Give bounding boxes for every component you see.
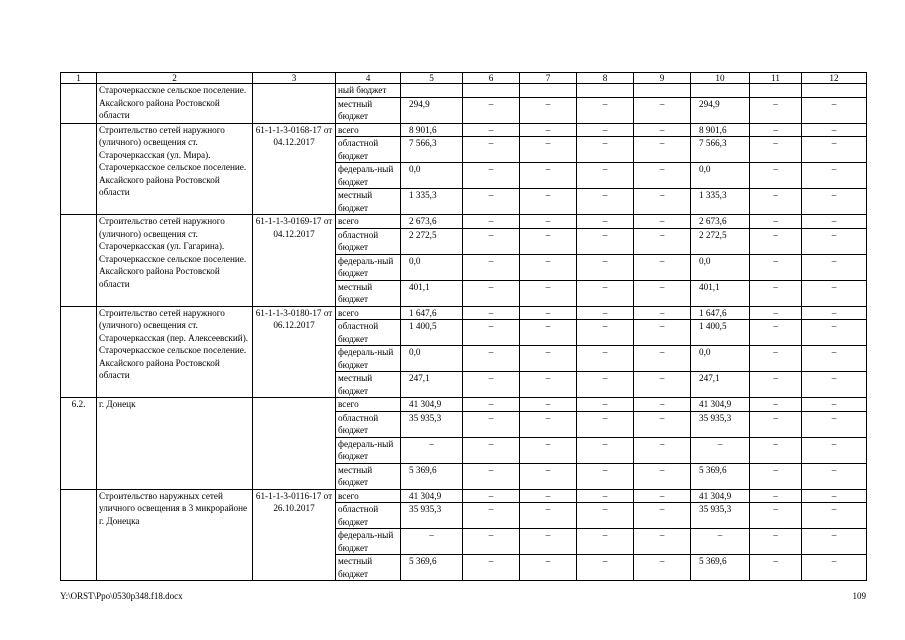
value-cell: – <box>634 254 691 280</box>
value-cell: – <box>577 437 634 463</box>
funding-source-cell: всего <box>336 215 401 229</box>
value-cell: 35 935,3 <box>691 503 750 529</box>
value-cell: – <box>634 411 691 437</box>
value-cell: – <box>634 489 691 503</box>
column-header: 9 <box>634 73 691 84</box>
column-header: 11 <box>750 73 802 84</box>
table-row <box>61 84 867 98</box>
value-cell: – <box>520 97 577 123</box>
value-cell: – <box>577 398 634 412</box>
value-cell: – <box>802 555 867 581</box>
value-cell: 8 901,6 <box>691 123 750 137</box>
footer-page-number: 109 <box>852 591 866 601</box>
value-cell: – <box>463 280 520 306</box>
value-cell: – <box>577 123 634 137</box>
value-cell: – <box>750 463 802 489</box>
value-cell: 0,0 <box>401 163 463 189</box>
value-cell: 5 369,6 <box>401 555 463 581</box>
value-cell: – <box>577 411 634 437</box>
table-row <box>61 398 867 412</box>
value-cell: – <box>802 97 867 123</box>
funding-source-cell: всего <box>336 398 401 412</box>
value-cell: 7 566,3 <box>401 137 463 163</box>
value-cell: 401,1 <box>691 280 750 306</box>
value-cell: – <box>577 555 634 581</box>
expertise-cell <box>253 398 336 490</box>
value-cell: 2 272,5 <box>401 228 463 254</box>
table-row <box>61 306 867 320</box>
value-cell: – <box>750 529 802 555</box>
object-name-cell: Строительство сетей наружного (уличного) освещения ст. Старочеркасская (ул. Гагарина). Старочеркасское сельское поселение. Аксайского района Ростовской области <box>97 215 253 307</box>
value-cell: – <box>520 411 577 437</box>
value-cell: – <box>750 97 802 123</box>
funding-source-cell: всего <box>336 306 401 320</box>
value-cell: – <box>634 306 691 320</box>
funding-source-cell: местный бюджет <box>336 97 401 123</box>
value-cell: 5 369,6 <box>691 555 750 581</box>
value-cell: – <box>750 372 802 398</box>
value-cell <box>401 84 463 98</box>
value-cell: – <box>634 529 691 555</box>
value-cell: – <box>463 463 520 489</box>
value-cell: – <box>520 137 577 163</box>
value-cell: – <box>802 489 867 503</box>
value-cell: – <box>802 372 867 398</box>
value-cell: – <box>802 529 867 555</box>
value-cell: – <box>520 215 577 229</box>
value-cell: 35 935,3 <box>691 411 750 437</box>
value-cell: 35 935,3 <box>401 503 463 529</box>
expertise-cell <box>253 84 336 124</box>
value-cell: – <box>520 163 577 189</box>
value-cell: – <box>802 437 867 463</box>
value-cell: – <box>634 437 691 463</box>
value-cell: – <box>520 320 577 346</box>
value-cell: – <box>520 306 577 320</box>
object-name-cell: Старочеркасское сельское поселение. Аксайского района Ростовской области <box>97 84 253 124</box>
value-cell: – <box>802 306 867 320</box>
value-cell: – <box>750 280 802 306</box>
value-cell: – <box>577 529 634 555</box>
value-cell: – <box>802 254 867 280</box>
value-cell: – <box>463 555 520 581</box>
value-cell: – <box>634 137 691 163</box>
value-cell: – <box>577 189 634 215</box>
value-cell: 7 566,3 <box>691 137 750 163</box>
funding-source-cell: местный бюджет <box>336 555 401 581</box>
value-cell: – <box>634 163 691 189</box>
value-cell: – <box>463 189 520 215</box>
object-name-cell: Строительство сетей наружного (уличного) освещения ст. Старочеркасская (пер. Алексеевский). Старочеркасское сельское поселение. Аксайского района Ростовской области <box>97 306 253 398</box>
item-number-cell: 6.2. <box>61 398 97 490</box>
value-cell: – <box>634 346 691 372</box>
value-cell <box>463 84 520 98</box>
object-name-cell: г. Донецк <box>97 398 253 490</box>
value-cell: – <box>691 437 750 463</box>
value-cell: – <box>577 215 634 229</box>
value-cell: – <box>463 215 520 229</box>
value-cell: – <box>577 306 634 320</box>
value-cell: – <box>750 123 802 137</box>
value-cell: – <box>520 228 577 254</box>
value-cell: – <box>802 463 867 489</box>
budget-table <box>60 72 867 581</box>
value-cell: – <box>463 372 520 398</box>
value-cell <box>691 84 750 98</box>
item-number-cell <box>61 306 97 398</box>
value-cell: – <box>520 280 577 306</box>
value-cell: 5 369,6 <box>401 463 463 489</box>
value-cell: – <box>750 163 802 189</box>
value-cell: – <box>520 437 577 463</box>
value-cell: 1 335,3 <box>691 189 750 215</box>
value-cell: 2 673,6 <box>691 215 750 229</box>
value-cell: – <box>520 346 577 372</box>
value-cell: – <box>463 529 520 555</box>
value-cell: 1 647,6 <box>401 306 463 320</box>
column-header: 8 <box>577 73 634 84</box>
table-row <box>61 123 867 137</box>
value-cell: – <box>634 503 691 529</box>
value-cell: – <box>463 306 520 320</box>
value-cell: – <box>634 372 691 398</box>
funding-source-cell: областной бюджет <box>336 228 401 254</box>
value-cell: – <box>750 215 802 229</box>
funding-source-cell: федераль-ный бюджет <box>336 529 401 555</box>
value-cell: 1 400,5 <box>401 320 463 346</box>
value-cell: – <box>463 398 520 412</box>
value-cell <box>750 84 802 98</box>
value-cell: – <box>634 463 691 489</box>
value-cell: – <box>634 280 691 306</box>
value-cell: – <box>463 123 520 137</box>
object-name-cell: Строительство наружных сетей уличного освещения в 3 микрорайоне г. Донецка <box>97 489 253 581</box>
item-number-cell <box>61 215 97 307</box>
value-cell: 1 335,3 <box>401 189 463 215</box>
funding-source-cell: областной бюджет <box>336 503 401 529</box>
value-cell: 1 647,6 <box>691 306 750 320</box>
value-cell <box>802 84 867 98</box>
value-cell: 0,0 <box>691 163 750 189</box>
value-cell: – <box>520 254 577 280</box>
value-cell: 8 901,6 <box>401 123 463 137</box>
value-cell: – <box>463 437 520 463</box>
funding-source-cell: областной бюджет <box>336 411 401 437</box>
value-cell: – <box>520 189 577 215</box>
value-cell: – <box>750 555 802 581</box>
item-number-cell <box>61 84 97 124</box>
funding-source-cell: областной бюджет <box>336 137 401 163</box>
value-cell: – <box>802 280 867 306</box>
value-cell: – <box>802 503 867 529</box>
column-header: 1 <box>61 73 97 84</box>
funding-source-cell: федераль-ный бюджет <box>336 346 401 372</box>
value-cell: – <box>520 463 577 489</box>
value-cell: – <box>577 463 634 489</box>
value-cell: 2 272,5 <box>691 228 750 254</box>
value-cell: – <box>577 503 634 529</box>
value-cell: – <box>634 123 691 137</box>
value-cell: – <box>802 137 867 163</box>
funding-source-cell: местный бюджет <box>336 463 401 489</box>
column-header: 7 <box>520 73 577 84</box>
column-header: 12 <box>802 73 867 84</box>
value-cell: – <box>520 398 577 412</box>
value-cell: – <box>520 529 577 555</box>
column-header: 5 <box>401 73 463 84</box>
value-cell: – <box>577 320 634 346</box>
value-cell: – <box>634 228 691 254</box>
value-cell: 2 673,6 <box>401 215 463 229</box>
value-cell: – <box>634 189 691 215</box>
item-number-cell <box>61 489 97 581</box>
value-cell: – <box>802 163 867 189</box>
value-cell: – <box>577 489 634 503</box>
value-cell: – <box>750 306 802 320</box>
value-cell: – <box>750 489 802 503</box>
value-cell: 41 304,9 <box>401 489 463 503</box>
value-cell: 294,9 <box>401 97 463 123</box>
funding-source-cell: местный бюджет <box>336 280 401 306</box>
value-cell: – <box>691 529 750 555</box>
value-cell: – <box>463 489 520 503</box>
value-cell: – <box>750 398 802 412</box>
value-cell: – <box>802 123 867 137</box>
funding-source-cell: ный бюджет <box>336 84 401 98</box>
funding-source-cell: федераль-ный бюджет <box>336 254 401 280</box>
funding-source-cell: областной бюджет <box>336 320 401 346</box>
value-cell: – <box>463 346 520 372</box>
column-header: 3 <box>253 73 336 84</box>
table-body <box>61 84 867 581</box>
column-header: 10 <box>691 73 750 84</box>
value-cell: – <box>802 189 867 215</box>
value-cell: 0,0 <box>691 346 750 372</box>
value-cell: – <box>577 97 634 123</box>
value-cell: – <box>401 529 463 555</box>
value-cell: – <box>802 346 867 372</box>
value-cell: 247,1 <box>691 372 750 398</box>
value-cell: 401,1 <box>401 280 463 306</box>
value-cell: – <box>520 503 577 529</box>
value-cell: 41 304,9 <box>691 398 750 412</box>
value-cell: – <box>463 503 520 529</box>
footer-file-path: Y:\ORST\Ppo\0530p348.f18.docx <box>60 591 183 601</box>
value-cell: – <box>520 372 577 398</box>
value-cell: – <box>750 320 802 346</box>
funding-source-cell: местный бюджет <box>336 372 401 398</box>
funding-source-cell: местный бюджет <box>336 189 401 215</box>
value-cell: – <box>577 280 634 306</box>
expertise-cell: 61-1-1-3-0169-17 от 04.12.2017 <box>253 215 336 307</box>
value-cell: – <box>463 163 520 189</box>
document-page <box>60 72 866 581</box>
value-cell: – <box>750 411 802 437</box>
value-cell: – <box>802 215 867 229</box>
value-cell: – <box>750 137 802 163</box>
value-cell: 41 304,9 <box>401 398 463 412</box>
value-cell: – <box>577 163 634 189</box>
expertise-cell: 61-1-1-3-0180-17 от 06.12.2017 <box>253 306 336 398</box>
value-cell: – <box>750 503 802 529</box>
item-number-cell <box>61 123 97 215</box>
value-cell: – <box>634 398 691 412</box>
value-cell: – <box>463 97 520 123</box>
value-cell: 0,0 <box>401 254 463 280</box>
value-cell: – <box>577 228 634 254</box>
value-cell: – <box>802 411 867 437</box>
value-cell: – <box>634 555 691 581</box>
value-cell: – <box>577 372 634 398</box>
value-cell: – <box>463 137 520 163</box>
value-cell: – <box>520 123 577 137</box>
value-cell: 0,0 <box>691 254 750 280</box>
value-cell: – <box>520 489 577 503</box>
value-cell: – <box>750 189 802 215</box>
value-cell: – <box>463 228 520 254</box>
value-cell: – <box>750 437 802 463</box>
value-cell: – <box>463 411 520 437</box>
header-row <box>61 73 867 84</box>
value-cell: – <box>634 215 691 229</box>
value-cell: 1 400,5 <box>691 320 750 346</box>
value-cell: – <box>750 254 802 280</box>
value-cell: – <box>802 228 867 254</box>
column-header: 6 <box>463 73 520 84</box>
value-cell: – <box>634 320 691 346</box>
value-cell: – <box>634 97 691 123</box>
value-cell: – <box>520 555 577 581</box>
value-cell: 247,1 <box>401 372 463 398</box>
table-row <box>61 489 867 503</box>
funding-source-cell: федераль-ный бюджет <box>336 163 401 189</box>
value-cell: – <box>463 320 520 346</box>
value-cell: – <box>802 320 867 346</box>
value-cell: – <box>577 137 634 163</box>
expertise-cell: 61-1-1-3-0116-17 от 26.10.2017 <box>253 489 336 581</box>
column-header: 2 <box>97 73 253 84</box>
funding-source-cell: федераль-ный бюджет <box>336 437 401 463</box>
value-cell: – <box>802 398 867 412</box>
object-name-cell: Строительство сетей наружного (уличного) освещения ст. Старочеркасская (ул. Мира). Старочеркасское сельское поселение. Аксайского района Ростовской области <box>97 123 253 215</box>
table-row <box>61 215 867 229</box>
value-cell: – <box>750 228 802 254</box>
value-cell: – <box>750 346 802 372</box>
value-cell: – <box>577 254 634 280</box>
value-cell: – <box>401 437 463 463</box>
funding-source-cell: всего <box>336 489 401 503</box>
value-cell: – <box>577 346 634 372</box>
value-cell: 5 369,6 <box>691 463 750 489</box>
value-cell: 35 935,3 <box>401 411 463 437</box>
value-cell: 294,9 <box>691 97 750 123</box>
expertise-cell: 61-1-1-3-0168-17 от 04.12.2017 <box>253 123 336 215</box>
value-cell <box>577 84 634 98</box>
value-cell: 41 304,9 <box>691 489 750 503</box>
value-cell <box>520 84 577 98</box>
value-cell: 0,0 <box>401 346 463 372</box>
funding-source-cell: всего <box>336 123 401 137</box>
value-cell: – <box>463 254 520 280</box>
column-header: 4 <box>336 73 401 84</box>
value-cell <box>634 84 691 98</box>
